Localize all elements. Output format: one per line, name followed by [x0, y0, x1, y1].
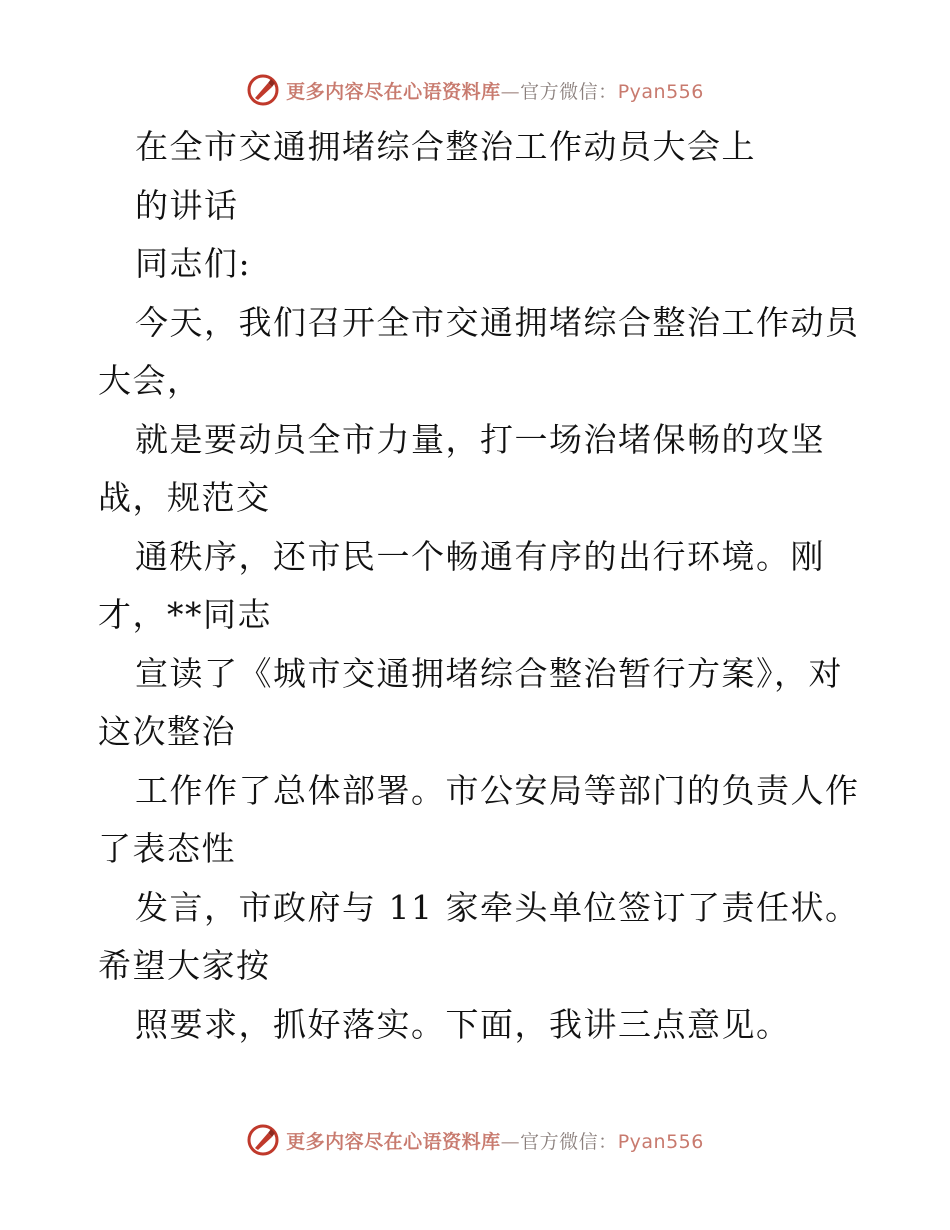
watermark-brand-text: 更多内容尽在心语资料库: [286, 80, 501, 103]
salutation: 同志们:: [135, 244, 252, 283]
paragraph-line: 宣读了《城市交通拥堵综合整治暂行方案》，对: [135, 653, 843, 693]
header-watermark: [0, 70, 950, 110]
document-title-line-2: 的讲话: [135, 185, 239, 225]
paragraph-line: 就是要动员全市力量，打一场治堵保畅的攻坚: [135, 419, 825, 459]
paragraph-line: 战，规范交: [98, 478, 271, 517]
pen-nib-logo-icon: [246, 73, 280, 107]
watermark-wechat-label: 官方微信：: [520, 80, 618, 103]
watermark-wechat-id: Pyan556: [617, 80, 704, 103]
document-title-line-1: 在全市交通拥堵综合整治工作动员大会上: [135, 127, 756, 166]
watermark-wechat-id: Pyan556: [617, 1130, 704, 1153]
paragraph-line: 希望大家按: [98, 946, 271, 985]
paragraph-line: 照要求，抓好落实。下面，我讲三点意见。: [135, 1004, 791, 1044]
watermark-separator: —: [500, 1130, 521, 1153]
footer-watermark: [0, 1120, 950, 1160]
watermark-separator: —: [500, 80, 521, 103]
watermark-brand-text: 更多内容尽在心语资料库: [286, 1130, 501, 1153]
paragraph-line: 发言，市政府与 11 家牵头单位签订了责任状。: [135, 887, 860, 927]
paragraph-line: 工作作了总体部署。市公安局等部门的负责人作: [135, 770, 860, 810]
watermark-wechat-label: 官方微信：: [520, 1130, 618, 1153]
paragraph-line: 大会，: [98, 361, 202, 400]
pen-nib-logo-icon: [246, 1123, 280, 1157]
paragraph-line: 才，**同志: [98, 595, 272, 634]
paragraph-line: 这次整治: [98, 712, 236, 751]
paragraph-line: 了表态性: [98, 829, 236, 868]
paragraph-line: 通秩序，还市民一个畅通有序的出行环境。刚: [135, 536, 825, 576]
paragraph-line: 今天，我们召开全市交通拥堵综合整治工作动员: [135, 302, 860, 342]
document-body: [98, 118, 898, 1054]
